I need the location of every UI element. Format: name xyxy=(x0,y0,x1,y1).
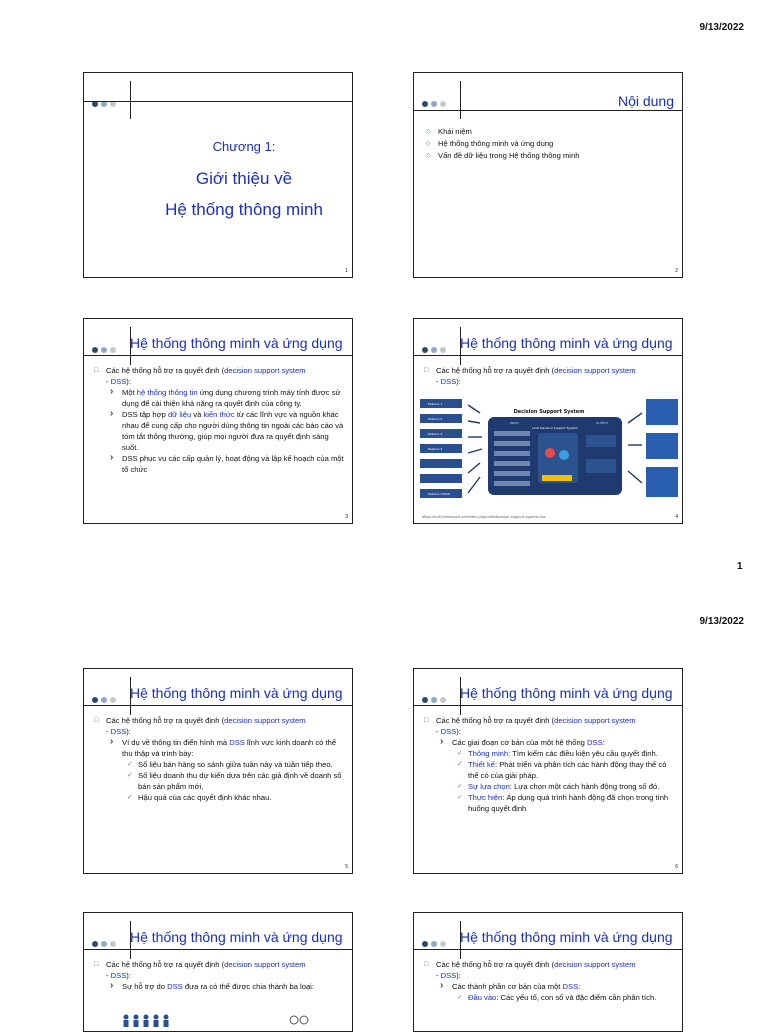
slide-content: □ Các hệ thống hỗ trợ ra quyết định (decision support system - DSS): › Ví dụ về thông tin điển hình mà DSS lĩnh vực kinh doanh có thể thu thập và trình bày: ✓ Số liệu bán hàng so sánh giữa tuần này và tuần tiếp theo. ✓ Số liệu doanh thu dự kiến dựa trên các giả định về doanh số bán sản phẩm mới, ✓ Hậu quả của các quyết định khác nhau. xyxy=(92,715,344,803)
slide-4 xyxy=(413,318,683,524)
page-date: 9/13/2022 xyxy=(699,616,744,627)
slide-number: 6 xyxy=(675,864,678,870)
diagram-center-label: Uniti Decision Support System xyxy=(532,426,578,430)
slide-content: □ Các hệ thống hỗ trợ ra quyết định (decision support system - DSS): › Sự hỗ trợ do DSS đưa ra có thể được chia thành ba loại: xyxy=(92,959,344,992)
slide-number: 4 xyxy=(675,514,678,520)
toc-list xyxy=(426,126,579,162)
slide-dots-icon xyxy=(422,690,449,698)
slide-2 xyxy=(413,72,683,278)
toc-item: ◇ Hệ thống thông minh và ứng dụng xyxy=(426,138,579,150)
chapter-title-line1: Giới thiệu về xyxy=(195,169,293,188)
slide-number: 1 xyxy=(345,268,348,274)
slide-title: Hệ thống thông minh và ứng dụng xyxy=(460,335,673,351)
slide-dots-icon xyxy=(422,340,449,348)
feature-label: Feature 3 xyxy=(428,432,443,436)
slide-dots-icon xyxy=(422,934,449,942)
circles-icon xyxy=(288,1013,312,1027)
slide-1 xyxy=(83,72,353,278)
page-date: 9/13/2022 xyxy=(699,22,744,33)
toc-item: ◇ Khái niệm xyxy=(426,126,579,138)
feature-label: Feature 2 xyxy=(428,417,443,421)
slide-dots-icon xyxy=(422,94,449,102)
slide-title: Hệ thống thông minh và ứng dụng xyxy=(130,929,343,945)
slide-number: 5 xyxy=(345,864,348,870)
page-number: 1 xyxy=(737,561,743,572)
slide-title: Hệ thống thông minh và ứng dụng xyxy=(460,685,673,701)
chapter-title-line2: Hệ thống thông minh xyxy=(165,200,323,219)
slide-content: □ Các hệ thống hỗ trợ ra quyết định (decision support system - DSS): › Một hệ thống thông tin ứng dụng chương trình máy tính được sử dụng để cải thiện khả năng ra quyết định của công ty. › DSS tập hợp dữ liệu và kiến thức từ các lĩnh vực và nguồn khác nhau để cung cấp cho người dùng thông tin ngoài các báo cáo và tóm tắt thông thường, giúp mọi người đưa ra quyết định sáng suốt. › DSS phục vụ các cấp quản lý, hoạt động và lập kế hoạch của một tổ chức xyxy=(92,365,344,475)
slide-number: 3 xyxy=(345,514,348,520)
feature-label: Feature 4 xyxy=(428,447,443,451)
slide-title: Hệ thống thông minh và ứng dụng xyxy=(130,335,343,351)
dss-diagram xyxy=(420,393,678,505)
diagram-title: Decision Support System xyxy=(513,409,585,415)
chapter-label: Chương 1: xyxy=(212,139,276,154)
slide-8 xyxy=(413,912,683,1032)
slide-title: Hệ thống thông minh và ứng dụng xyxy=(460,929,673,945)
feature-label: Feature 15000 xyxy=(428,492,450,496)
slide-content: □ Các hệ thống hỗ trợ ra quyết định (decision support system - DSS): › Các giai đoạn cơ bản của một hệ thống DSS: ✓ Thông minh: Tìm kiếm các điều kiện yêu cầu quyết định. ✓ Thiết kế: Phát triển và phân tích các hành động thay thế có thể có của giải pháp. ✓ Sự lựa chọn: Lựa chọn một cách hành động trong số đó. ✓ Thực hiện: Áp dụng quá trình hành động đã chọn trong tình huống quyết định xyxy=(422,715,674,814)
slide-dots-icon xyxy=(92,934,119,942)
toc-item: ◇ Vấn đề dữ liệu trong Hệ thống thông minh xyxy=(426,150,579,162)
people-icon xyxy=(120,1013,200,1027)
slide-content: □ Các hệ thống hỗ trợ ra quyết định (decision support system - DSS): xyxy=(422,365,674,387)
feature-label: Feature 1 xyxy=(428,402,443,406)
diagram-input-label: INPUT xyxy=(510,421,519,425)
slide-3 xyxy=(83,318,353,524)
slide-6 xyxy=(413,668,683,874)
slide-number: 2 xyxy=(675,268,678,274)
slide-dots-icon xyxy=(92,690,119,698)
slide-5 xyxy=(83,668,353,874)
slide-title: Hệ thống thông minh và ứng dụng xyxy=(130,685,343,701)
slide-title: Nội dung xyxy=(617,93,674,109)
slide-content: □ Các hệ thống hỗ trợ ra quyết định (decision support system - DSS): › Các thành phần cơ bản của một DSS: ✓ Đầu vào: Các yếu tố, con số và đặc điểm cần phân tích. xyxy=(422,959,674,1003)
slide-7 xyxy=(83,912,353,1032)
slide-dots-icon xyxy=(92,340,119,348)
diagram-output-label: OUTPUT xyxy=(596,421,609,425)
source-url[interactable]: https://uniti.tiresearch.net/index.php/uniti/decision-support-system-dss xyxy=(422,514,546,519)
